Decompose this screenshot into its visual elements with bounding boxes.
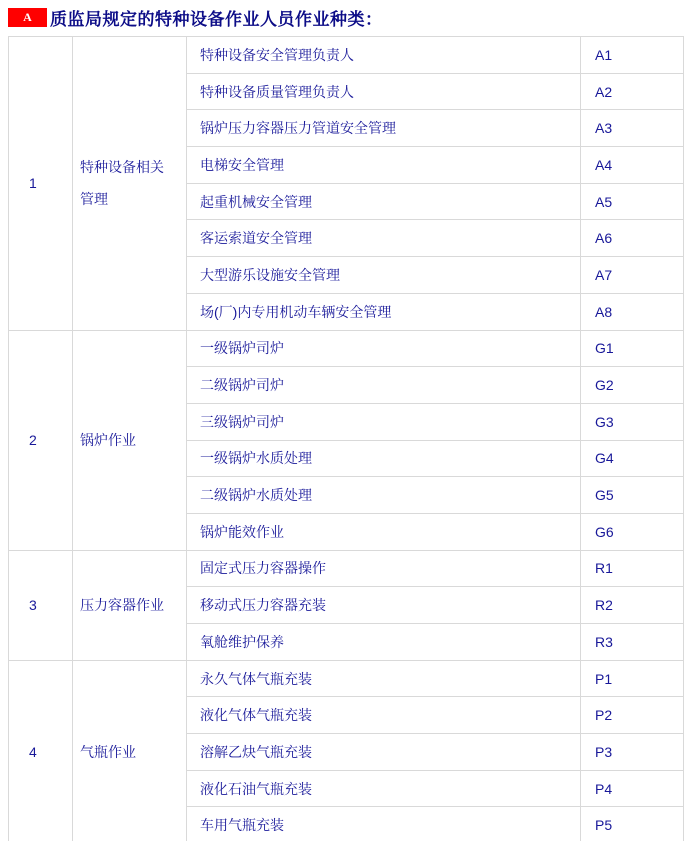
table-row bbox=[9, 37, 684, 74]
job-name-cell: 氧舱维护保养 bbox=[187, 624, 581, 661]
job-code-cell: A1 bbox=[581, 37, 684, 74]
page-title: 质监局规定的特种设备作业人员作业种类： bbox=[50, 9, 383, 29]
section-number-cell: 4 bbox=[9, 660, 73, 841]
job-code-cell: G4 bbox=[581, 440, 684, 477]
job-name-cell: 大型游乐设施安全管理 bbox=[187, 257, 581, 294]
job-code-cell: A8 bbox=[581, 293, 684, 330]
job-code-cell: R1 bbox=[581, 550, 684, 587]
job-name-cell: 液化气体气瓶充装 bbox=[187, 697, 581, 734]
table-row bbox=[9, 330, 684, 367]
job-code-cell: A7 bbox=[581, 257, 684, 294]
job-name-cell: 三级锅炉司炉 bbox=[187, 403, 581, 440]
table-body bbox=[9, 37, 684, 841]
job-name-cell: 锅炉压力容器压力管道安全管理 bbox=[187, 110, 581, 147]
job-categories-table bbox=[8, 36, 684, 841]
page-header bbox=[8, 7, 689, 27]
job-name-cell: 电梯安全管理 bbox=[187, 147, 581, 184]
job-name-cell: 特种设备安全管理负责人 bbox=[187, 37, 581, 74]
job-name-cell: 起重机械安全管理 bbox=[187, 183, 581, 220]
section-letter-badge: A bbox=[8, 8, 47, 27]
job-name-cell: 二级锅炉水质处理 bbox=[187, 477, 581, 514]
job-code-cell: P5 bbox=[581, 807, 684, 841]
job-name-cell: 永久气体气瓶充装 bbox=[187, 660, 581, 697]
job-name-cell: 客运索道安全管理 bbox=[187, 220, 581, 257]
job-name-cell: 车用气瓶充装 bbox=[187, 807, 581, 841]
section-number-cell: 3 bbox=[9, 550, 73, 660]
job-code-cell: G5 bbox=[581, 477, 684, 514]
job-name-cell: 溶解乙炔气瓶充装 bbox=[187, 734, 581, 771]
job-code-cell: R2 bbox=[581, 587, 684, 624]
job-code-cell: A3 bbox=[581, 110, 684, 147]
section-category-cell: 压力容器作业 bbox=[73, 550, 187, 660]
job-code-cell: G1 bbox=[581, 330, 684, 367]
job-name-cell: 锅炉能效作业 bbox=[187, 513, 581, 550]
section-number-cell: 2 bbox=[9, 330, 73, 550]
job-name-cell: 液化石油气瓶充装 bbox=[187, 770, 581, 807]
job-code-cell: P2 bbox=[581, 697, 684, 734]
job-code-cell: G6 bbox=[581, 513, 684, 550]
job-code-cell: P1 bbox=[581, 660, 684, 697]
job-name-cell: 固定式压力容器操作 bbox=[187, 550, 581, 587]
job-code-cell: A6 bbox=[581, 220, 684, 257]
table-row bbox=[9, 660, 684, 697]
job-name-cell: 移动式压力容器充装 bbox=[187, 587, 581, 624]
job-name-cell: 场(厂)内专用机动车辆安全管理 bbox=[187, 293, 581, 330]
section-category-cell: 特种设备相关管理 bbox=[73, 37, 187, 331]
job-code-cell: P4 bbox=[581, 770, 684, 807]
job-code-cell: R3 bbox=[581, 624, 684, 661]
section-category-cell: 气瓶作业 bbox=[73, 660, 187, 841]
job-code-cell: A5 bbox=[581, 183, 684, 220]
job-code-cell: G2 bbox=[581, 367, 684, 404]
section-category-cell: 锅炉作业 bbox=[73, 330, 187, 550]
section-number-cell: 1 bbox=[9, 37, 73, 331]
job-code-cell: P3 bbox=[581, 734, 684, 771]
table-row bbox=[9, 550, 684, 587]
job-name-cell: 二级锅炉司炉 bbox=[187, 367, 581, 404]
job-code-cell: A4 bbox=[581, 147, 684, 184]
job-name-cell: 一级锅炉水质处理 bbox=[187, 440, 581, 477]
job-name-cell: 一级锅炉司炉 bbox=[187, 330, 581, 367]
job-code-cell: G3 bbox=[581, 403, 684, 440]
job-code-cell: A2 bbox=[581, 73, 684, 110]
job-name-cell: 特种设备质量管理负责人 bbox=[187, 73, 581, 110]
